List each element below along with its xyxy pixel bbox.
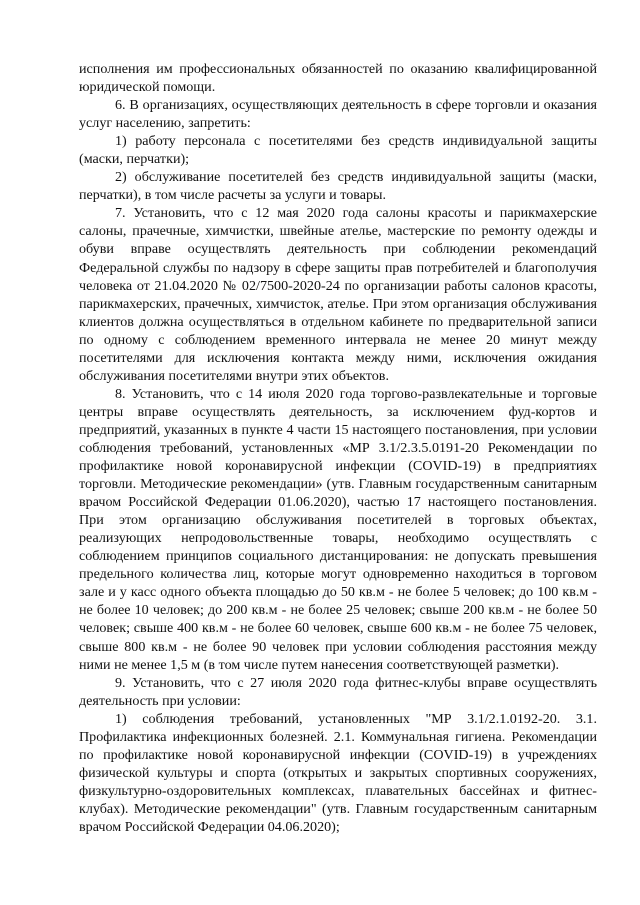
paragraph-item-6-1: 1) работу персонала с посетителями без средств индивидуальной защиты (маски, перчатки); (79, 133, 597, 168)
document-page (79, 60, 597, 836)
paragraph-item-9: 9. Установить, что с 27 июля 2020 года фитнес-клубы вправе осуществлять деятельность при условии: (79, 674, 597, 709)
paragraph-item-7: 7. Установить, что с 12 мая 2020 года салоны красоты и парикмахерские салоны, прачечные, химчистки, швейные ателье, мастерские по ремонту одежды и обуви вправе осуществлять деятельность при соблюдении рекомендаций Федеральной службы по надзору в сфере защиты прав потребителей и благополучия человека от 21.04.2020 № 02/7500-2020-24 по организации работы салонов красоты, парикмахерских, прачечных, химчисток, ателье. При этом организация обслуживания клиентов должна осуществляться в отдельном кабинете по предварительной записи по одному с соблюдением временного интервала не менее 20 минут между посетителями для исключения контакта между ними, исключения ожидания обслуживания посетителями внутри этих объектов. (79, 205, 597, 384)
paragraph-item-6: 6. В организациях, осуществляющих деятельность в сфере торговли и оказания услуг населению, запретить: (79, 97, 597, 132)
paragraph-item-9-1: 1) соблюдения требований, установленных "МР 3.1/2.1.0192-20. 3.1. Профилактика инфекционных болезней. 2.1. Коммунальная гигиена. Рекомендации по профилактике новой коронавирусной инфекции (COVID-19) в учреждениях физической культуры и спорта (открытых и закрытых спортивных сооружениях, физкультурно-оздоровительных комплексах, плавательных бассейнах и фитнес-клубах). Методические рекомендации" (утв. Главным государственным санитарным врачом Российской Федерации 04.06.2020); (79, 710, 597, 835)
paragraph-item-8: 8. Установить, что с 14 июля 2020 года торгово-развлекательные и торговые центры вправе осуществлять деятельность, за исключением фуд-кортов и предприятий, указанных в пункте 4 части 15 настоящего постановления, при условии соблюдения требований, установленных «МР 3.1/2.3.5.0191-20 Рекомендации по профилактике новой коронавирусной инфекции (COVID-19) в предприятиях торговли. Методические рекомендации» (утв. Главным государственным санитарным врачом Российской Федерации 01.06.2020), частью 17 настоящего постановления. При этом организацию обслуживания посетителей в торговых объектах, реализующих непродовольственные товары, необходимо осуществлять с соблюдением принципов социального дистанцирования: не допускать превышения предельного количества лиц, которые могут одновременно находиться в торговом зале и у касс одного объекта площадью до 50 кв.м - не более 5 человек; до 100 кв.м - не более 10 человек; до 200 кв.м - не более 25 человек; свыше 200 кв.м - не более 50 человек; свыше 400 кв.м - не более 60 человек, свыше 600 кв.м - не более 75 человек, свыше 800 кв.м - не более 90 человек при условии соблюдения расстояния между ними не менее 1,5 м (в том числе путем нанесения соответствующей разметки). (79, 385, 597, 673)
paragraph-continuation: исполнения им профессиональных обязанностей по оказанию квалифицированной юридической помощи. (79, 61, 597, 96)
paragraph-item-6-2: 2) обслуживание посетителей без средств индивидуальной защиты (маски, перчатки), в том числе расчеты за услуги и товары. (79, 169, 597, 204)
